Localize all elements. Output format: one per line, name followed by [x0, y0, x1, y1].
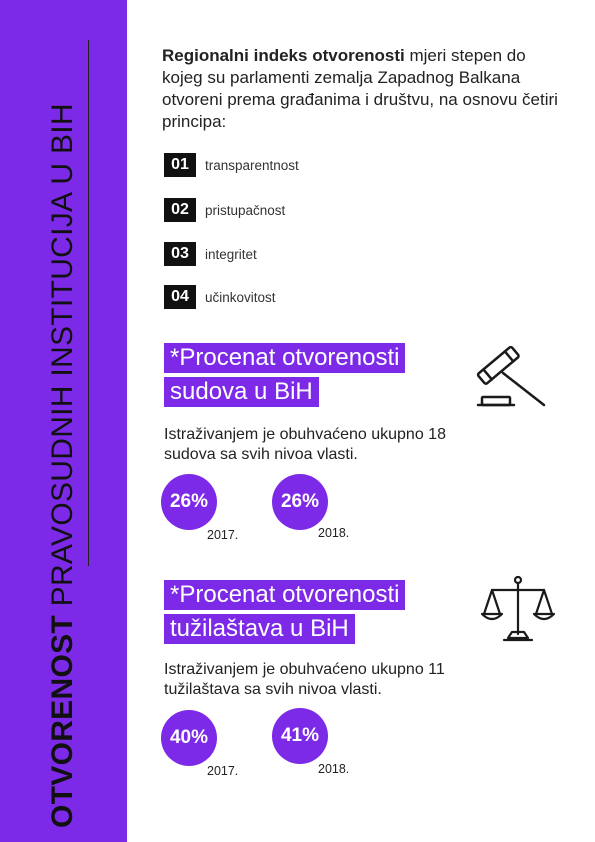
intro-bold: Regionalni indeks otvorenosti: [162, 46, 405, 65]
principle-label: pristupačnost: [205, 202, 286, 218]
principle-number: 04: [164, 285, 196, 309]
principle-label: učinkovitost: [205, 289, 276, 305]
prosecutors-description: Istraživanjem je obuhvaćeno ukupno 11 tužilaštava sa svih nivoa vlasti.: [164, 661, 445, 698]
principle-item: [164, 198, 285, 222]
scales-icon: [478, 574, 558, 646]
intro-text: [162, 45, 562, 133]
courts-heading-line2: sudova u BiH: [164, 377, 319, 407]
stat-year: 2018.: [318, 526, 350, 540]
principle-number: 03: [164, 242, 196, 266]
principle-number: 01: [164, 153, 196, 177]
vertical-divider: [88, 40, 89, 566]
prosecutors-heading-line2: tužilaštava u BiH: [164, 614, 355, 644]
courts-heading-line1: *Procenat otvorenosti: [164, 343, 405, 373]
prosecutors-heading-line1: *Procenat otvorenosti: [164, 580, 405, 610]
courts-description: Istraživanjem je obuhvaćeno ukupno 18 sudova sa svih nivoa vlasti.: [164, 426, 446, 463]
stat-year: 2018.: [318, 762, 350, 776]
title-light: PRAVOSUDNIH INSTITUCIJA U BIH: [46, 103, 79, 607]
stat-year: 2017.: [207, 764, 239, 778]
title-bold: OTVORENOST: [46, 614, 79, 828]
principle-label: transparentnost: [205, 157, 299, 173]
principle-number: 02: [164, 198, 196, 222]
principle-item: [164, 242, 257, 266]
vertical-title: [43, 28, 83, 828]
principle-item: [164, 285, 276, 309]
stat-circle: 41%: [272, 708, 328, 764]
stat-circle: 40%: [161, 710, 217, 766]
principle-label: integritet: [205, 246, 257, 262]
intro-rest: mjeri stepen do kojeg su parlamenti zemalja Zapadnog Balkana otvoreni prema građanima i društvu, na osnovu četiri principa:: [162, 46, 558, 131]
gavel-icon: [470, 343, 552, 413]
principle-item: [164, 153, 299, 177]
sidebar: [0, 0, 127, 842]
stat-circle: 26%: [272, 474, 328, 530]
stat-year: 2017.: [207, 528, 239, 542]
stat-circle: 26%: [161, 474, 217, 530]
